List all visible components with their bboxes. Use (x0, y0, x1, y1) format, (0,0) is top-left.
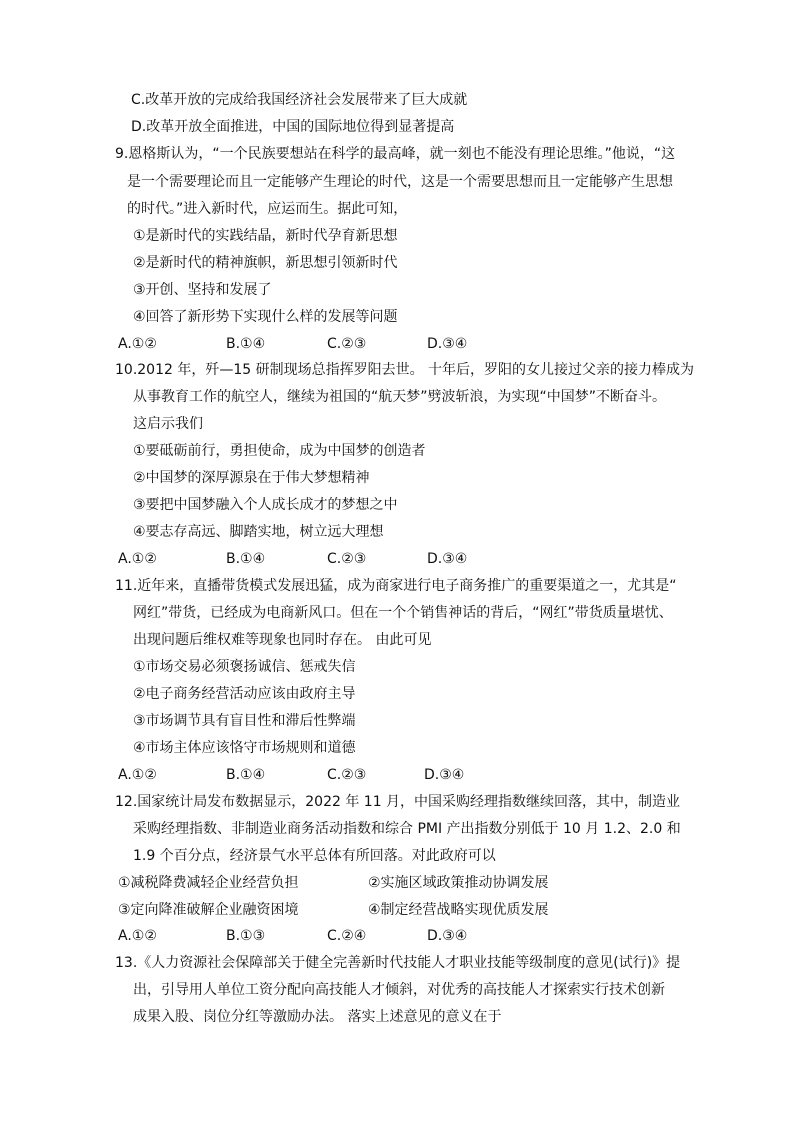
q9-item-2: ②是新时代的精神旗帜，新思想引领新时代 (133, 255, 398, 271)
q9-option-b[interactable]: B.①④ (226, 336, 266, 352)
q11-option-d[interactable]: D.③④ (424, 767, 465, 783)
q11-options (118, 765, 678, 785)
q9-item-4: ④回答了新形势下实现什么样的发展等问题 (133, 309, 398, 325)
q8-option-c: C.改革开放的完成给我国经济社会发展带来了巨大成就 (131, 92, 468, 108)
q13-stem-line-2: 出，引导用人单位工资分配向高技能人才倾斜，对优秀的高技能人才探索实行技术创新 (133, 982, 665, 998)
q11-item-2: ②电子商务经营活动应该由政府主导 (133, 686, 356, 702)
q9-option-a[interactable]: A.①② (118, 336, 157, 352)
q10-stem-line-1: 10.2012 年，歼—15 研制现场总指挥罗阳去世。 十年后，罗阳的女儿接过父亲的接力棒成为 (115, 362, 695, 378)
q13-stem-line-1: 13.《人力资源社会保障部关于健全完善新时代技能人才职业技能等级制度的意见(试行)》提 (115, 955, 681, 971)
q9-stem-line-2: 是一个需要理论而且一定能够产生理论的时代，这是一个需要思想而且一定能够产生思想 (127, 174, 673, 190)
q12-stem-line-3: 1.9 个百分点，经济景气水平总体有所回落。对此政府可以 (133, 848, 496, 864)
q13-stem-line-3: 成果入股、岗位分红等激励办法。 落实上述意见的意义在于 (133, 1009, 502, 1025)
q10-item-4: ④要志存高远、脚踏实地，树立远大理想 (133, 524, 384, 540)
q11-stem-line-2: 网红”带货，已经成为电商新风口。但在一个个销售神话的背后，“网红”带货质量堪忧、 (133, 605, 673, 621)
q12-stem-line-2: 采购经理指数、非制造业商务活动指数和综合 PMI 产出指数分别低于 10 月 1.2、2.0 和 (133, 821, 681, 837)
q11-stem-line-3: 出现问题后维权难等现象也同时存在。 由此可见 (133, 632, 432, 648)
q8-option-d: D.改革开放全面推进，中国的国际地位得到显著提高 (131, 119, 455, 135)
q12-item-4: ④制定经营战略实现优质发展 (368, 902, 549, 918)
q10-item-3: ③要把中国梦融入个人成长成才的梦想之中 (133, 497, 398, 513)
q11-item-1: ①市场交易必须褒扬诚信、惩戒失信 (133, 659, 356, 675)
q9-option-d[interactable]: D.③④ (427, 336, 468, 352)
q11-option-b[interactable]: B.①④ (226, 767, 266, 783)
q10-stem-line-2: 从事教育工作的航空人，继续为祖国的“航天梦”劈波斩浪，为实现“中国梦”不断奋斗。 (133, 389, 667, 405)
q9-stem-line-1: 9.恩格斯认为，“一个民族要想站在科学的最高峰，就一刻也不能没有理论思维。”他说，“这 (115, 146, 676, 162)
q10-stem-line-3: 这启示我们 (133, 416, 203, 432)
q11-option-c[interactable]: C.②③ (327, 767, 367, 783)
q12-option-c[interactable]: C.②④ (327, 928, 367, 944)
q10-item-2: ②中国梦的深厚源泉在于伟大梦想精神 (133, 470, 370, 486)
q10-options (118, 549, 678, 569)
q12-item-3: ③定向降准破解企业融资困境 (118, 902, 299, 918)
q12-option-d[interactable]: D.③④ (427, 928, 468, 944)
q12-options (118, 926, 678, 946)
q12-stem-line-1: 12.国家统计局发布数据显示，2022 年 11 月，中国采购经理指数继续回落，其中，制造业 (115, 794, 681, 810)
q10-option-d[interactable]: D.③④ (427, 551, 468, 567)
q10-option-a[interactable]: A.①② (118, 551, 157, 567)
q9-options (118, 334, 678, 354)
q11-item-4: ④市场主体应该恪守市场规则和道德 (133, 740, 356, 756)
q12-item-2: ②实施区域政策推动协调发展 (368, 875, 549, 891)
q12-option-b[interactable]: B.①③ (226, 928, 266, 944)
q9-option-c[interactable]: C.②③ (327, 336, 367, 352)
q9-item-1: ①是新时代的实践结晶，新时代孕育新思想 (133, 228, 398, 244)
q11-item-3: ③市场调节具有盲目性和滞后性弊端 (133, 713, 356, 729)
q12-item-1: ①减税降费减轻企业经营负担 (118, 875, 299, 891)
q10-item-1: ①要砥砺前行，勇担使命，成为中国梦的创造者 (133, 443, 426, 459)
q9-item-3: ③开创、坚持和发展了 (133, 282, 272, 298)
q9-stem-line-3: 的时代。”进入新时代，应运而生。据此可知， (127, 201, 408, 217)
q10-option-b[interactable]: B.①④ (226, 551, 266, 567)
q11-stem-line-1: 11.近年来，直播带货模式发展迅猛，成为商家进行电子商务推广的重要渠道之一，尤其是“ (115, 578, 677, 594)
q11-option-a[interactable]: A.①② (118, 767, 157, 783)
q12-option-a[interactable]: A.①② (118, 928, 157, 944)
q10-option-c[interactable]: C.②③ (327, 551, 367, 567)
